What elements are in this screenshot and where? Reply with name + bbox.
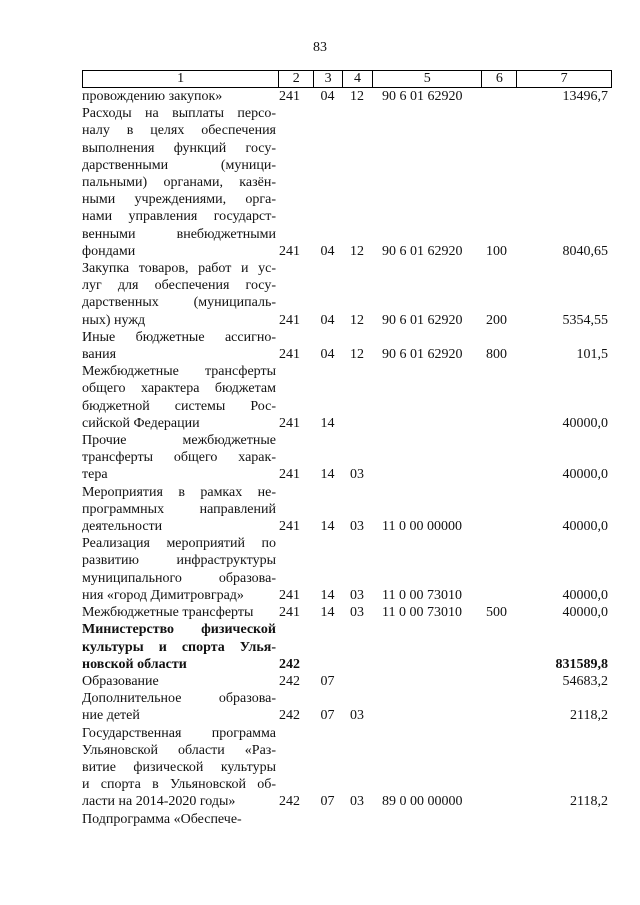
table-row (82, 88, 612, 105)
header-cell: 5 (372, 71, 482, 87)
table-row (82, 329, 612, 363)
subsection-cell: 12 (350, 312, 364, 328)
amount-cell: 5354,55 (562, 312, 608, 328)
row-name-line: Дополнительное образова- (82, 691, 276, 707)
admin-code-cell: 241 (279, 605, 300, 621)
subsection-cell: 12 (350, 347, 364, 363)
target-article-cell: 11 0 00 00000 (382, 519, 462, 535)
admin-code-cell: 242 (279, 656, 300, 672)
subsection-cell: 03 (350, 794, 364, 810)
row-name-line: выполнения функций госу- (82, 140, 276, 156)
expense-type-cell: 100 (486, 243, 507, 259)
section-cell: 04 (320, 347, 335, 363)
admin-code-cell: 242 (279, 673, 300, 689)
table-row (82, 260, 612, 329)
header-cell: 2 (278, 71, 313, 87)
table-row (82, 105, 612, 260)
row-name-line: Подпрограмма «Обеспече- (82, 811, 242, 827)
section-cell: 07 (320, 794, 335, 810)
expense-type-cell: 800 (486, 347, 507, 363)
row-name-line: Государственная программа (82, 725, 276, 741)
admin-code-cell: 241 (279, 467, 300, 483)
section-cell: 04 (320, 89, 335, 104)
table-row (82, 811, 612, 828)
row-name-line: провождению закупок» (82, 89, 223, 104)
section-cell: 07 (320, 673, 335, 689)
row-name-line: деятельности (82, 519, 163, 535)
row-name-line: развитию инфраструктуры (82, 553, 276, 569)
row-name-line: Образование (82, 673, 159, 689)
table-row (82, 484, 612, 536)
row-name-line: нами управления государст- (82, 209, 276, 225)
row-name-cell (82, 105, 278, 260)
target-article-cell: 89 0 00 00000 (382, 794, 463, 810)
row-name-cell (82, 363, 278, 432)
row-name-line: витие физической культуры (82, 759, 276, 775)
row-name-line: Межбюджетные трансферты (82, 364, 276, 380)
header-cell: 7 (516, 71, 611, 87)
row-name-line: ния «город Димитровград» (82, 587, 244, 603)
row-name-cell (82, 673, 278, 690)
row-name-line: дарственных (муниципаль- (82, 295, 276, 311)
row-name-cell (82, 329, 278, 363)
amount-cell: 8040,65 (562, 243, 608, 259)
section-cell: 04 (320, 312, 335, 328)
row-name-cell (82, 484, 278, 536)
budget-table (82, 70, 612, 828)
row-name-line: культуры и спорта Улья- (82, 639, 276, 655)
amount-cell: 40000,0 (562, 519, 608, 535)
table-row (82, 673, 612, 690)
amount-cell: 40000,0 (562, 605, 608, 621)
admin-code-cell: 241 (279, 347, 300, 363)
row-name-cell (82, 260, 278, 329)
row-name-line: и спорта в Ульяновской об- (82, 777, 276, 793)
table-row (82, 363, 612, 432)
admin-code-cell: 241 (279, 415, 300, 431)
subsection-cell: 12 (350, 243, 364, 259)
row-name-line: луг для обеспечения госу- (82, 278, 276, 294)
section-cell: 14 (320, 467, 335, 483)
subsection-cell: 03 (350, 605, 364, 621)
amount-cell: 40000,0 (562, 587, 608, 603)
row-name-line: ласти на 2014-2020 годы» (82, 794, 236, 810)
header-cell: 3 (313, 71, 342, 87)
subsection-cell: 12 (350, 89, 364, 104)
header-cell: 4 (342, 71, 372, 87)
row-name-cell (82, 604, 278, 621)
amount-cell: 101,5 (576, 347, 608, 363)
subsection-cell: 03 (350, 519, 364, 535)
amount-cell: 54683,2 (562, 673, 608, 689)
amount-cell: 2118,2 (570, 708, 608, 724)
admin-code-cell: 242 (279, 794, 300, 810)
row-name-line: пальными) органами, казён- (82, 175, 276, 191)
admin-code-cell: 241 (279, 519, 300, 535)
admin-code-cell: 242 (279, 708, 300, 724)
target-article-cell: 11 0 00 73010 (382, 605, 462, 621)
section-cell: 14 (320, 605, 335, 621)
target-article-cell: 90 6 01 62920 (382, 243, 463, 259)
row-name-cell (82, 690, 278, 724)
row-name-line: трансферты общего харак- (82, 450, 276, 466)
row-name-line: сийской Федерации (82, 415, 200, 431)
target-article-cell: 11 0 00 73010 (382, 587, 462, 603)
table-row (82, 432, 612, 484)
row-name-line: Реализация мероприятий по (82, 536, 276, 552)
target-article-cell: 90 6 01 62920 (382, 89, 463, 104)
row-name-line: новской области (82, 656, 187, 672)
row-name-line: Межбюджетные трансферты (82, 605, 254, 621)
row-name-line: Расходы на выплаты персо- (82, 106, 276, 122)
target-article-cell: 90 6 01 62920 (382, 312, 463, 328)
amount-cell: 831589,8 (555, 656, 608, 672)
amount-cell: 40000,0 (562, 467, 608, 483)
row-name-line: Ульяновской области «Раз- (82, 742, 276, 758)
table-row (82, 604, 612, 621)
row-name-line: Мероприятия в рамках не- (82, 484, 276, 500)
row-name-cell (82, 535, 278, 604)
header-cell: 6 (481, 71, 516, 87)
subsection-cell: 03 (350, 708, 364, 724)
admin-code-cell: 241 (279, 243, 300, 259)
table-row (82, 535, 612, 604)
admin-code-cell: 241 (279, 89, 300, 104)
subsection-cell: 03 (350, 467, 364, 483)
amount-cell: 40000,0 (562, 415, 608, 431)
section-cell: 14 (320, 587, 335, 603)
amount-cell: 2118,2 (570, 794, 608, 810)
section-cell: 14 (320, 519, 335, 535)
row-name-line: ными учреждениями, орга- (82, 192, 276, 208)
row-name-line: общего характера бюджетам (82, 381, 276, 397)
row-name-line: бюджетной системы Рос- (82, 398, 276, 414)
row-name-cell (82, 725, 278, 811)
header-cell: 1 (177, 71, 185, 86)
row-name-line: Прочие межбюджетные (82, 433, 276, 449)
section-cell: 04 (320, 243, 335, 259)
table-row (82, 621, 612, 673)
row-name-cell (82, 621, 278, 673)
row-name-line: ние детей (82, 708, 140, 724)
table-header (82, 70, 612, 88)
section-cell: 14 (320, 415, 335, 431)
admin-code-cell: 241 (279, 587, 300, 603)
row-name-line: налу в целях обеспечения (82, 123, 276, 139)
table-row (82, 725, 612, 811)
row-name-cell (82, 811, 278, 828)
amount-cell: 13496,7 (562, 89, 608, 104)
table-row (82, 690, 612, 724)
row-name-line: муниципального образова- (82, 570, 276, 586)
row-name-line: фондами (82, 243, 136, 259)
row-name-line: ных) нужд (82, 312, 146, 328)
subsection-cell: 03 (350, 587, 364, 603)
page-number: 83 (313, 40, 327, 55)
expense-type-cell: 200 (486, 312, 507, 328)
row-name-line: тера (82, 467, 108, 483)
table-body (82, 88, 612, 828)
row-name-line: венными внебюджетными (82, 226, 276, 242)
row-name-cell (82, 432, 278, 484)
row-name-line: Закупка товаров, работ и ус- (82, 261, 276, 277)
row-name-cell (82, 88, 278, 105)
row-name-line: Иные бюджетные ассигно- (82, 329, 276, 345)
section-cell: 07 (320, 708, 335, 724)
target-article-cell: 90 6 01 62920 (382, 347, 463, 363)
expense-type-cell: 500 (486, 605, 507, 621)
row-name-line: вания (82, 347, 117, 363)
row-name-line: дарственными (муници- (82, 157, 276, 173)
row-name-line: Министерство физической (82, 622, 276, 638)
admin-code-cell: 241 (279, 312, 300, 328)
row-name-line: программных направлений (82, 501, 276, 517)
